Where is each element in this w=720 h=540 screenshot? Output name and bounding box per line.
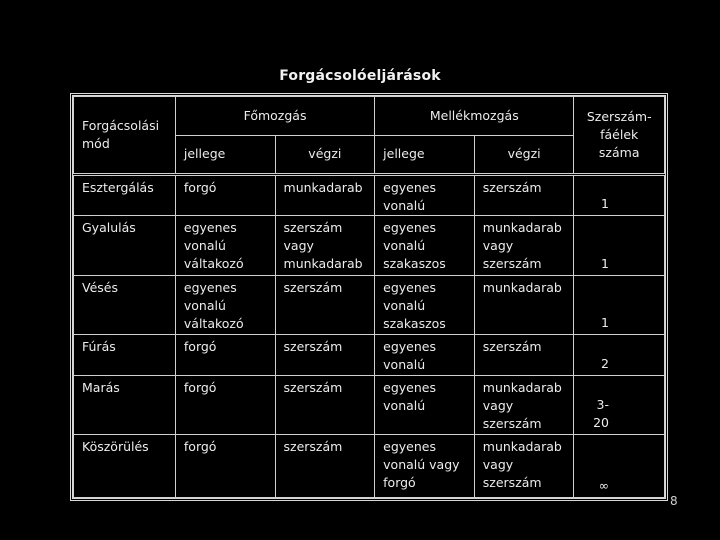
secondary-performer-cell: munkadarab vagy szerszám — [474, 375, 574, 434]
secondary-character-cell: egyenes vonalú — [375, 375, 475, 434]
mode-cell: Köszörülés — [74, 434, 176, 497]
main-performer-cell: szerszám — [275, 275, 375, 334]
table-row — [74, 174, 665, 216]
main-character-cell: forgó — [175, 375, 275, 434]
secondary-character-cell: egyenes vonalú — [375, 334, 475, 375]
table-title: Forgácsolóeljárások — [279, 68, 441, 84]
mode-cell: Gyalulás — [74, 216, 176, 275]
header-main-character: jellege — [175, 135, 275, 174]
secondary-performer-cell: munkadarab vagy szerszám — [474, 434, 574, 497]
main-character-cell: egyenes vonalú váltakozó — [175, 216, 275, 275]
main-performer-cell: szerszám — [275, 434, 375, 497]
table-row — [74, 375, 665, 434]
secondary-character-cell: egyenes vonalú szakaszos — [375, 216, 475, 275]
secondary-character-cell: egyenes vonalú szakaszos — [375, 275, 475, 334]
mode-cell: Fúrás — [74, 334, 176, 375]
header-main-performer: végzi — [275, 135, 375, 174]
main-character-cell: forgó — [175, 174, 275, 216]
main-character-cell: egyenes vonalú váltakozó — [175, 275, 275, 334]
main-character-cell: forgó — [175, 434, 275, 497]
main-character-cell: forgó — [175, 334, 275, 375]
header-secondary-motion: Mellékmozgás — [375, 97, 574, 136]
tool-count-cell: 3-20 — [574, 375, 665, 434]
main-performer-cell: szerszám — [275, 375, 375, 434]
mode-cell: Vésés — [74, 275, 176, 334]
table-row — [74, 275, 665, 334]
table-row — [74, 216, 665, 275]
header-secondary-character: jellege — [375, 135, 475, 174]
header-main-motion: Főmozgás — [175, 97, 374, 136]
secondary-character-cell: egyenes vonalú — [375, 174, 475, 216]
secondary-performer-cell: munkadarab — [474, 275, 574, 334]
header-secondary-performer: végzi — [474, 135, 574, 174]
tool-count-cell: 1 — [574, 275, 665, 334]
tool-count-cell: ∞ — [574, 434, 665, 497]
secondary-performer-cell: szerszám — [474, 174, 574, 216]
secondary-performer-cell: szerszám — [474, 334, 574, 375]
tool-count-cell: 1 — [574, 174, 665, 216]
header-tool-count: Szerszám-fáélek száma — [574, 97, 665, 175]
mode-cell: Marás — [74, 375, 176, 434]
header-mode: Forgácsolási mód — [74, 97, 176, 175]
page-number: 8 — [670, 494, 678, 508]
secondary-character-cell: egyenes vonalú vagy forgó — [375, 434, 475, 497]
tool-count-cell: 2 — [574, 334, 665, 375]
machining-processes-table — [70, 93, 668, 501]
main-performer-cell: szerszám vagy munkadarab — [275, 216, 375, 275]
secondary-performer-cell: munkadarab vagy szerszám — [474, 216, 574, 275]
table-row — [74, 434, 665, 497]
table-row — [74, 334, 665, 375]
main-performer-cell: szerszám — [275, 334, 375, 375]
tool-count-cell: 1 — [574, 216, 665, 275]
main-performer-cell: munkadarab — [275, 174, 375, 216]
mode-cell: Esztergálás — [74, 174, 176, 216]
